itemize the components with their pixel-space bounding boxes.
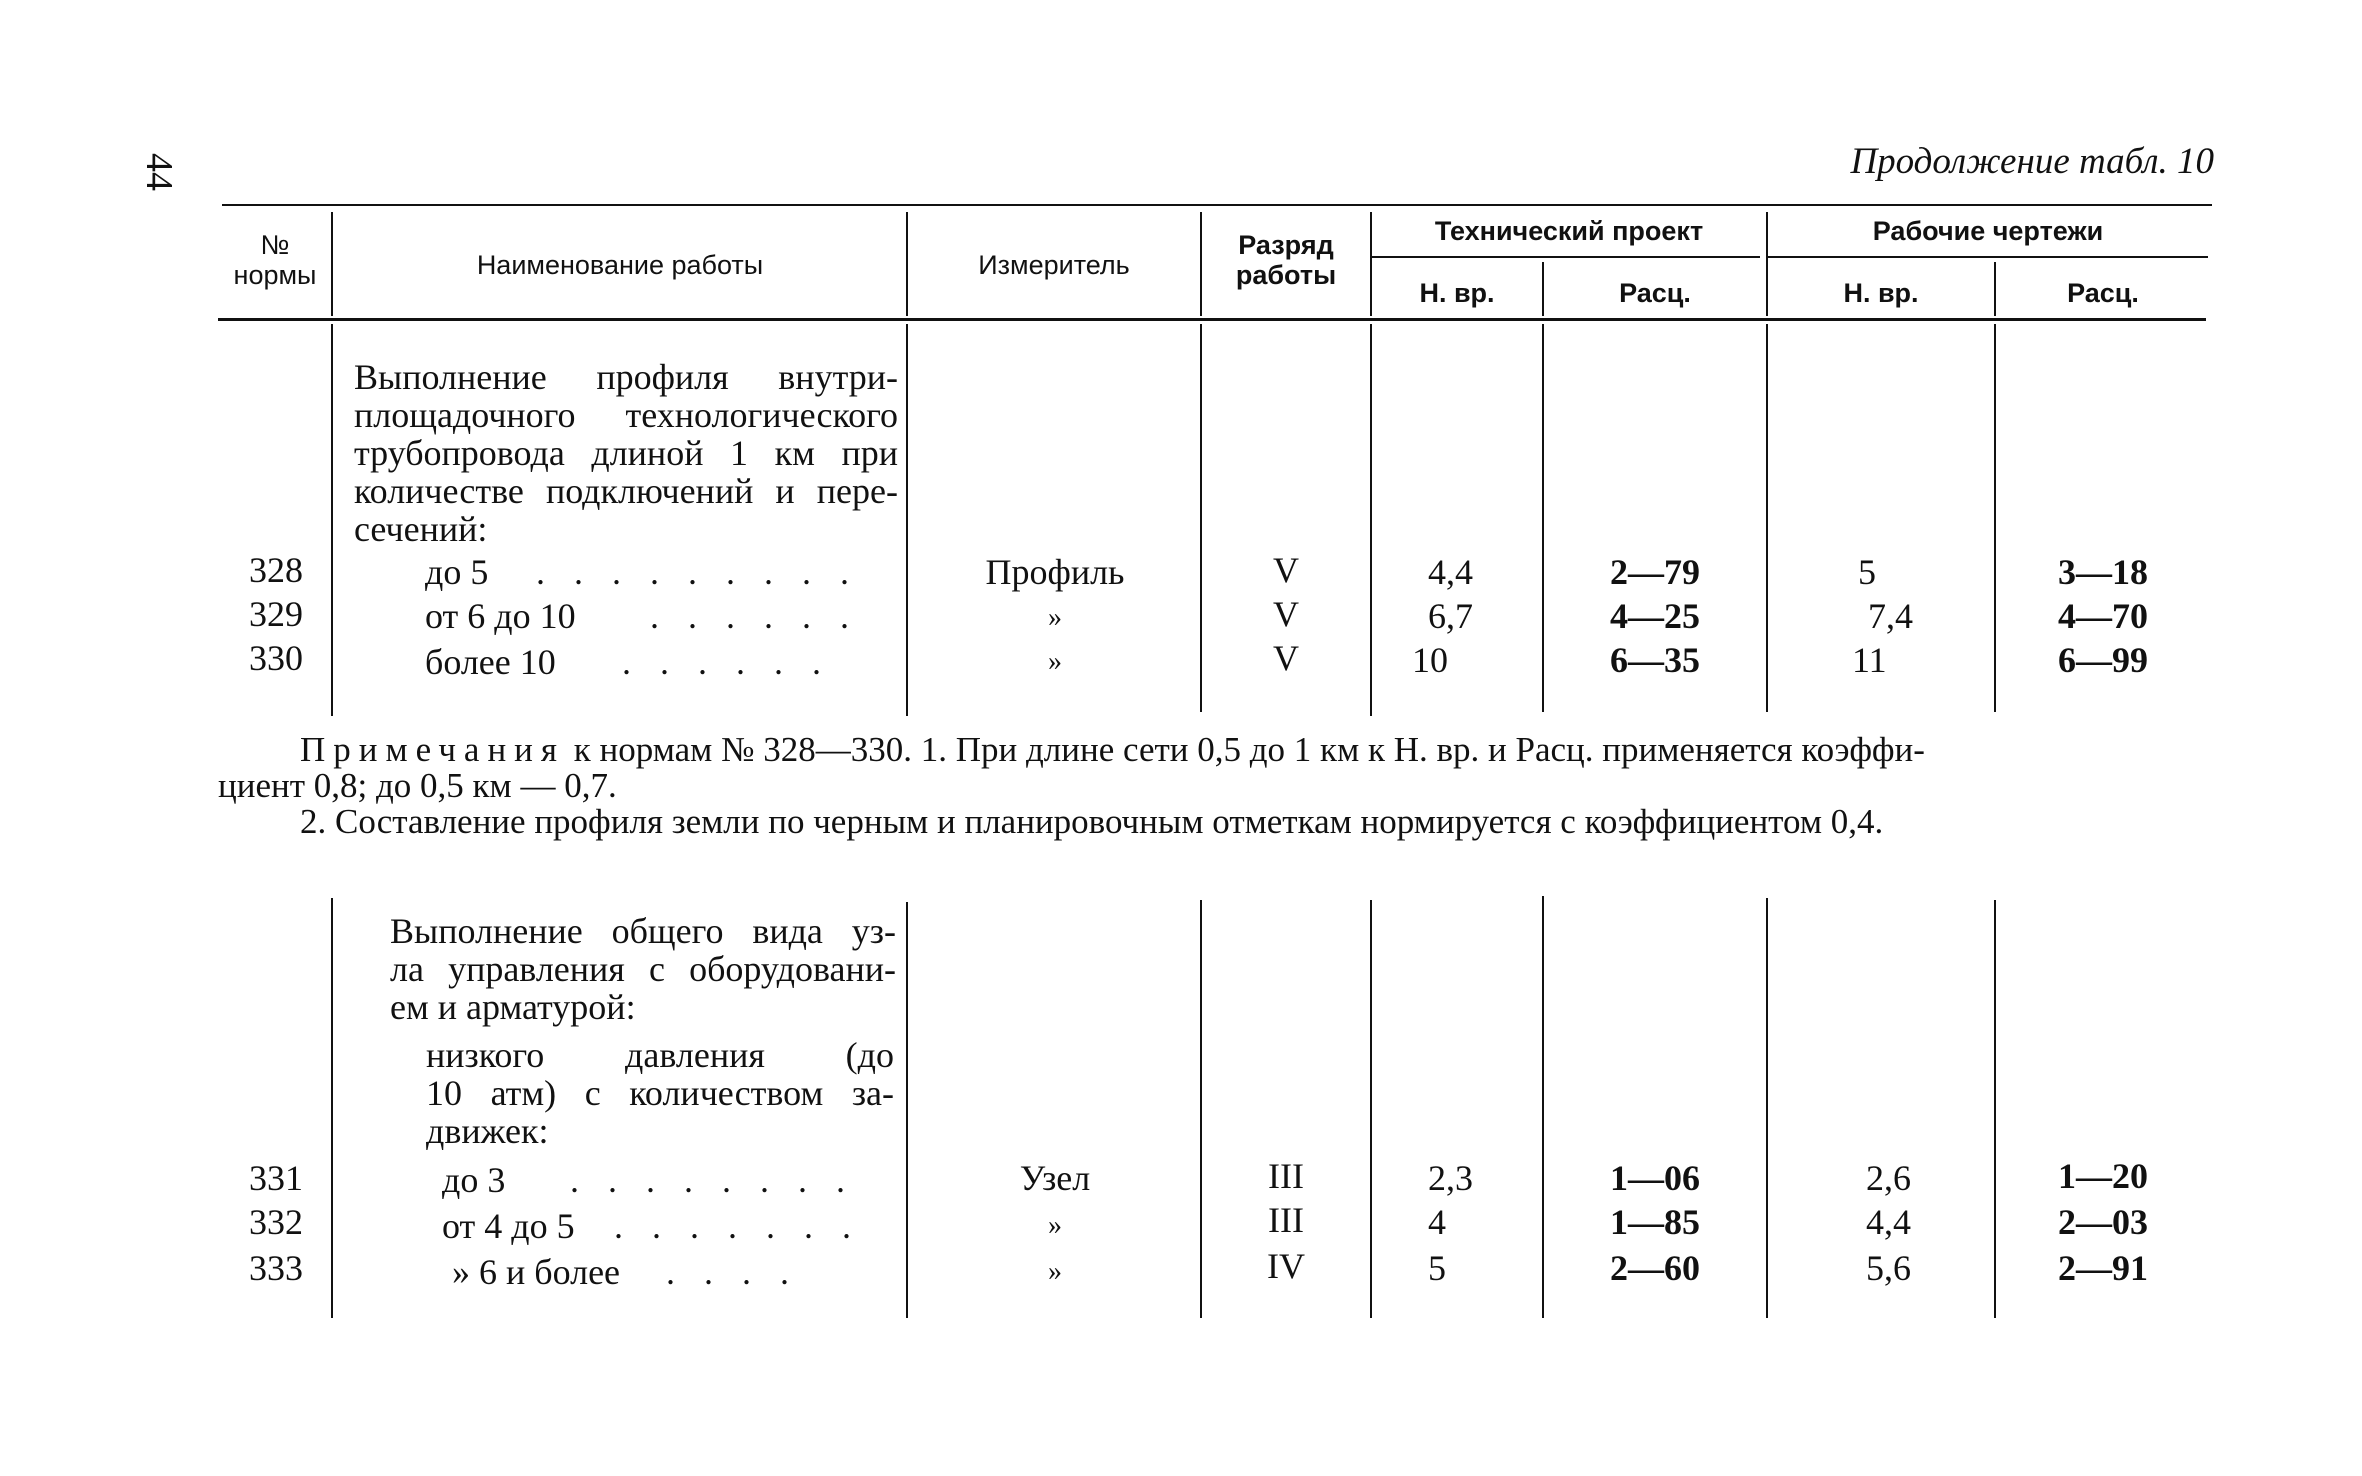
row-leader-dots: . . . . . . .: [614, 1206, 861, 1246]
header-tech-rasc: Расц.: [1619, 278, 1691, 308]
row-unit-ditto: »: [1048, 602, 1062, 633]
section1-desc-line: площадочного технологического: [354, 395, 898, 435]
row-name: до 5: [425, 552, 489, 592]
header-grade-line1: Разряд: [1238, 230, 1334, 260]
section1-desc-line: Выполнение профиля внутри-: [354, 357, 898, 397]
row-work-rasc: 3—18: [2058, 552, 2148, 592]
section2-desc-line: ла управления с оборудовани-: [390, 949, 896, 989]
section1-desc-line: трубопровода длиной 1 км при: [354, 433, 898, 473]
header-vline: [1766, 212, 1768, 316]
header-vline: [1200, 212, 1202, 316]
section1-vline: [1200, 324, 1202, 712]
section2-description: [390, 912, 896, 1026]
row-tech-nvr: 5: [1428, 1248, 1446, 1288]
row-work-nvr: 5,6: [1866, 1248, 1911, 1288]
notes-line-1: [300, 730, 1925, 770]
row-grade: IV: [1267, 1246, 1305, 1286]
section1-description: [354, 358, 898, 548]
row-no: 332: [249, 1202, 303, 1242]
page-number: 44: [138, 153, 180, 191]
header-vline: [1994, 262, 1996, 316]
row-unit: Профиль: [985, 552, 1125, 592]
section2-desc-line: ем и арматурой:: [390, 987, 636, 1027]
header-vline: [331, 212, 333, 316]
row-tech-nvr: 2,3: [1428, 1158, 1473, 1198]
row-unit-ditto: »: [1048, 1256, 1062, 1287]
section1-desc-line: количестве подключений и пере-: [354, 471, 898, 511]
row-no: 329: [249, 594, 303, 634]
row-no: 330: [249, 638, 303, 678]
header-name: Наименование работы: [476, 250, 764, 280]
header-no: [222, 230, 328, 290]
row-tech-rasc: 2—79: [1610, 552, 1700, 592]
header-work-nvr: Н. вр.: [1843, 278, 1919, 308]
header-vline: [1370, 212, 1372, 316]
header-top-rule: [222, 204, 2212, 206]
notes-text-1: к нормам № 328—330. 1. При длине сети 0,5 до 1 км к Н. вр. и Расц. применяется коэффи-: [573, 730, 1925, 769]
row-unit-ditto: »: [1048, 1210, 1062, 1241]
header-no-line2: нормы: [233, 260, 317, 290]
row-no: 328: [249, 550, 303, 590]
section2-vline: [1542, 896, 1544, 1318]
section2-vline: [1766, 898, 1768, 1318]
row-grade: V: [1273, 594, 1299, 634]
row-grade: III: [1268, 1156, 1304, 1196]
row-tech-rasc: 4—25: [1610, 596, 1700, 636]
row-name: более 10: [425, 642, 556, 682]
header-no-line1: №: [260, 230, 290, 260]
section1-vline: [906, 324, 908, 716]
row-work-rasc: 6—99: [2058, 640, 2148, 680]
header-grade: [1204, 230, 1368, 290]
section1-vline: [1994, 324, 1996, 712]
row-leader-dots: . . . .: [666, 1252, 799, 1292]
header-bottom-rule: [218, 318, 2206, 321]
row-name: от 4 до 5: [442, 1206, 575, 1246]
row-work-nvr: 11: [1852, 640, 1887, 680]
header-group-work: Рабочие чертежи: [1872, 216, 2104, 246]
header-work-rasc: Расц.: [2067, 278, 2139, 308]
row-leader-dots: . . . . . . . . .: [536, 552, 859, 592]
row-grade: V: [1273, 638, 1299, 678]
section1-vline: [1542, 324, 1544, 712]
row-work-rasc: 1—20: [2058, 1156, 2148, 1196]
section2-sub-description: [426, 1036, 894, 1150]
section2-desc-line: Выполнение общего вида уз-: [390, 911, 896, 951]
row-work-nvr: 7,4: [1868, 596, 1913, 636]
section2-vline: [331, 898, 333, 1318]
notes-line-3: 2. Составление профиля земли по черным и планировочным отметкам нормируется с коэффициентом 0,4.: [300, 802, 1884, 841]
row-no: 333: [249, 1248, 303, 1288]
section2-subdesc-line: движек:: [426, 1111, 549, 1151]
section1-vline: [1370, 324, 1372, 716]
section1-vline: [331, 324, 333, 716]
row-name: от 6 до 10: [425, 596, 576, 636]
header-tech-rule: [1372, 256, 1760, 258]
row-grade: III: [1268, 1200, 1304, 1240]
header-grade-line2: работы: [1235, 260, 1337, 290]
section1-desc-line: сечений:: [354, 509, 488, 549]
row-unit-ditto: »: [1048, 646, 1062, 677]
row-no: 331: [249, 1158, 303, 1198]
section1-vline: [1766, 324, 1768, 712]
header-unit: Измеритель: [978, 250, 1130, 280]
header-work-rule: [1768, 256, 2208, 258]
row-tech-nvr: 6,7: [1428, 596, 1473, 636]
row-name: до 3: [442, 1160, 506, 1200]
header-tech-nvr: Н. вр.: [1419, 278, 1495, 308]
row-work-rasc: 4—70: [2058, 596, 2148, 636]
row-tech-nvr: 4,4: [1428, 552, 1473, 592]
section2-vline: [1200, 900, 1202, 1318]
header-vline: [906, 212, 908, 316]
row-leader-dots: . . . . . .: [622, 642, 831, 682]
row-tech-nvr: 4: [1428, 1202, 1446, 1242]
row-work-rasc: 2—91: [2058, 1248, 2148, 1288]
header-vline: [1542, 262, 1544, 316]
section2-subdesc-line: 10 атм) с количеством за-: [426, 1073, 894, 1113]
row-work-nvr: 4,4: [1866, 1202, 1911, 1242]
section2-vline: [1994, 900, 1996, 1318]
notes-label: Примечания: [300, 730, 566, 769]
row-tech-rasc: 6—35: [1610, 640, 1700, 680]
row-tech-rasc: 1—85: [1610, 1202, 1700, 1242]
row-tech-rasc: 1—06: [1610, 1158, 1700, 1198]
row-work-nvr: 2,6: [1866, 1158, 1911, 1198]
section2-vline: [1370, 900, 1372, 1318]
row-tech-rasc: 2—60: [1610, 1248, 1700, 1288]
table-caption: Продолжение табл. 10: [1850, 141, 2214, 182]
row-work-nvr: 5: [1858, 552, 1876, 592]
row-leader-dots: . . . . . . . .: [570, 1160, 855, 1200]
section2-subdesc-line: низкого давления (до: [426, 1035, 894, 1075]
row-unit: Узел: [1019, 1158, 1091, 1198]
row-tech-nvr: 10: [1412, 640, 1448, 680]
row-name: » 6 и более: [452, 1252, 621, 1292]
row-leader-dots: . . . . . .: [650, 596, 859, 636]
notes-line-2: циент 0,8; до 0,5 км — 0,7.: [218, 766, 617, 805]
section2-vline: [906, 902, 908, 1318]
row-work-rasc: 2—03: [2058, 1202, 2148, 1242]
header-group-tech: Технический проект: [1434, 216, 1704, 246]
row-grade: V: [1273, 550, 1299, 590]
